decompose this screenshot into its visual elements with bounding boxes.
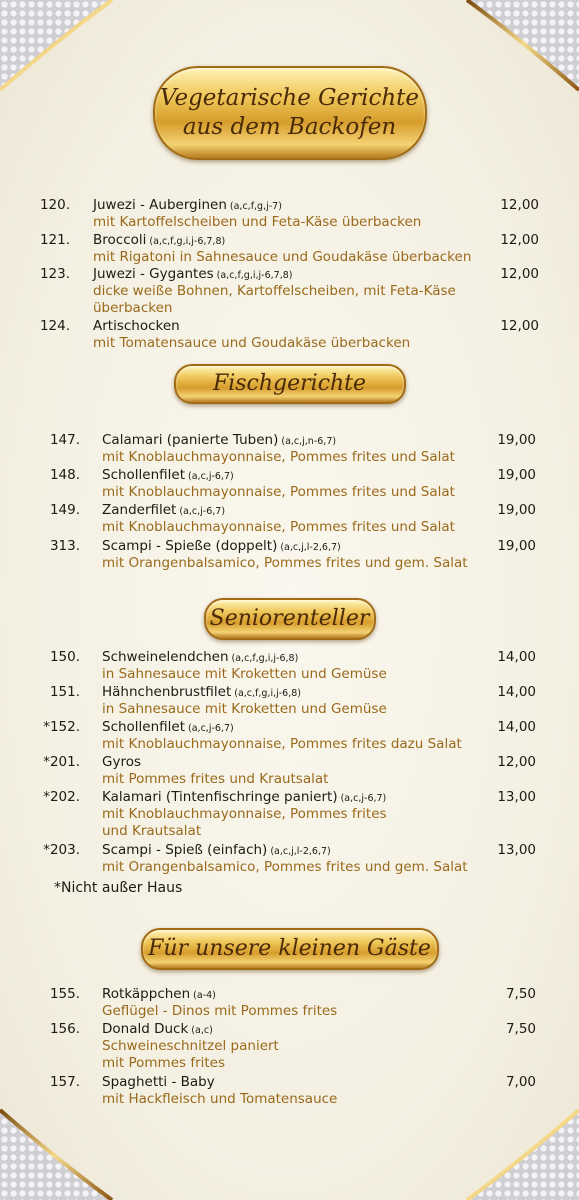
item-price: 7,50 [505, 986, 536, 1002]
item-description: Schweineschnitzel paniert mit Pommes frites [102, 1038, 279, 1071]
menu-item [0, 538, 579, 574]
item-price: 13,00 [497, 842, 536, 858]
item-number: *152. [43, 719, 80, 735]
item-price: 14,00 [497, 719, 536, 735]
item-number: 120. [39, 197, 70, 213]
item-description: mit Orangenbalsamico, Pommes frites und gem. Salat [102, 555, 468, 571]
menu-item [0, 432, 579, 468]
menu-item [0, 684, 579, 720]
item-price: 14,00 [497, 684, 536, 700]
item-name: Kalamari (Tintenfischringe paniert) (a,c,j-6,7) [102, 789, 387, 805]
item-price: 12,00 [500, 266, 539, 282]
item-name: Juwezi - Auberginen (a,c,f,g,j-7) [93, 197, 282, 213]
item-allergens: (a,c,f,g,i,j-6,8) [234, 688, 301, 699]
item-description: mit Knoblauchmayonnaise, Pommes frites und Krautsalat [102, 806, 387, 839]
item-number: 155. [49, 986, 80, 1002]
item-price: 19,00 [497, 502, 536, 518]
item-description: in Sahnesauce mit Kroketten und Gemüse [102, 701, 387, 717]
item-number: 157. [49, 1074, 80, 1090]
item-price: 12,00 [500, 318, 539, 334]
item-price: 12,00 [497, 754, 536, 770]
item-name: Spaghetti - Baby [102, 1074, 215, 1090]
item-price: 19,00 [497, 432, 536, 448]
item-name: Scampi - Spieße (doppelt) (a,c,j,l-2,6,7) [102, 538, 341, 554]
item-allergens: (a,c,f,g,j-7) [229, 201, 282, 212]
item-name: Broccoli (a,c,f,g,i,j-6,7,8) [93, 232, 226, 248]
item-name: Juwezi - Gygantes (a,c,f,g,i,j-6,7,8) [93, 266, 293, 282]
banner-title: Für unsere kleinen Gäste [148, 936, 431, 962]
item-price: 19,00 [497, 538, 536, 554]
item-price: 19,00 [497, 467, 536, 483]
item-number: 148. [49, 467, 80, 483]
item-description: mit Knoblauchmayonnaise, Pommes frites und Salat [102, 484, 455, 500]
item-number: *202. [43, 789, 80, 805]
menu-item [0, 649, 579, 685]
takeaway-note: *Nicht außer Haus [54, 880, 183, 896]
item-description: mit Orangenbalsamico, Pommes frites und gem. Salat [102, 859, 468, 875]
item-allergens: (a,c,j,n-6,7) [281, 436, 337, 447]
item-name: Calamari (panierte Tuben) (a,c,j,n-6,7) [102, 432, 337, 448]
item-name: Zanderfilet (a,c,j-6,7) [102, 502, 226, 518]
item-description: Geflügel - Dinos mit Pommes frites [102, 1003, 338, 1019]
menu-item [0, 467, 579, 503]
item-number: 121. [39, 232, 70, 248]
section-banner-fish [174, 364, 406, 404]
item-name: Schollenfilet (a,c,j-6,7) [102, 467, 234, 483]
item-name: Schweinelendchen (a,c,f,g,i,j-6,8) [102, 649, 299, 665]
menu-item [0, 1021, 579, 1071]
corner-ornament-top-left [0, 0, 130, 110]
menu-item [0, 266, 579, 316]
item-number: 150. [49, 649, 80, 665]
menu-item [0, 986, 579, 1022]
item-price: 14,00 [497, 649, 536, 665]
item-allergens: (a,c,j,l-2,6,7) [280, 542, 341, 553]
menu-item [0, 232, 579, 268]
item-name: Artischocken [93, 318, 180, 334]
item-number: *203. [43, 842, 80, 858]
item-allergens: (a,c,f,g,i,j-6,7,8) [216, 270, 293, 281]
item-number: 313. [49, 538, 80, 554]
item-price: 13,00 [497, 789, 536, 805]
item-description: in Sahnesauce mit Kroketten und Gemüse [102, 666, 387, 682]
banner-title: Fischgerichte [212, 371, 367, 397]
item-description: mit Tomatensauce und Goudakäse überbacken [93, 335, 411, 351]
menu-item [0, 754, 579, 790]
section-banner-vegetarian [153, 66, 427, 160]
item-price: 12,00 [500, 197, 539, 213]
item-number: 149. [49, 502, 80, 518]
menu-item [0, 1074, 579, 1110]
item-description: mit Knoblauchmayonnaise, Pommes frites und Salat [102, 449, 455, 465]
item-price: 7,00 [505, 1074, 536, 1090]
item-allergens: (a,c) [191, 1025, 213, 1036]
item-description: mit Knoblauchmayonnaise, Pommes frites dazu Salat [102, 736, 462, 752]
item-number: 124. [39, 318, 70, 334]
menu-item [0, 719, 579, 755]
item-allergens: (a,c,j,l-2,6,7) [270, 846, 331, 857]
item-price: 12,00 [500, 232, 539, 248]
item-name: Schollenfilet (a,c,j-6,7) [102, 719, 234, 735]
item-allergens: (a,c,f,g,i,j-6,8) [231, 653, 299, 664]
item-allergens: (a,c,j-6,7) [340, 793, 387, 804]
item-name: Donald Duck (a,c) [102, 1021, 213, 1037]
item-allergens: (a,c,j-6,7) [188, 723, 234, 734]
item-description: mit Hackfleisch und Tomatensauce [102, 1091, 338, 1107]
menu-item [0, 502, 579, 538]
item-description: mit Pommes frites und Krautsalat [102, 771, 329, 787]
banner-title: Seniorenteller [209, 606, 370, 632]
item-allergens: (a,c,j-6,7) [188, 471, 234, 482]
item-name: Gyros [102, 754, 141, 770]
menu-item [0, 842, 579, 878]
item-number: 147. [49, 432, 80, 448]
banner-title-line: aus dem Backofen [182, 114, 397, 140]
item-number: *201. [43, 754, 80, 770]
item-number: 151. [49, 684, 80, 700]
item-name: Rotkäppchen (a-4) [102, 986, 216, 1002]
section-banner-seniors [204, 598, 376, 640]
item-name: Scampi - Spieß (einfach) (a,c,j,l-2,6,7) [102, 842, 331, 858]
item-description: dicke weiße Bohnen, Kartoffelscheiben, mit Feta-Käse überbacken [93, 283, 456, 316]
item-description: mit Knoblauchmayonnaise, Pommes frites und Salat [102, 519, 455, 535]
item-number: 156. [49, 1021, 80, 1037]
item-price: 7,50 [505, 1021, 536, 1037]
item-description: mit Rigatoni in Sahnesauce und Goudakäse überbacken [93, 249, 472, 265]
item-allergens: (a,c,j-6,7) [179, 506, 226, 517]
corner-ornament-top-right [449, 0, 579, 110]
menu-item [0, 318, 579, 354]
item-name: Hähnchenbrustfilet (a,c,f,g,i,j-6,8) [102, 684, 301, 700]
item-allergens: (a,c,f,g,i,j-6,7,8) [149, 236, 226, 247]
banner-title-line: Vegetarische Gerichte [159, 85, 420, 112]
menu-item [0, 197, 579, 233]
section-banner-kids [141, 928, 439, 970]
item-allergens: (a-4) [193, 990, 216, 1001]
menu-item [0, 789, 579, 839]
item-description: mit Kartoffelscheiben und Feta-Käse überbacken [93, 214, 422, 230]
item-number: 123. [39, 266, 70, 282]
